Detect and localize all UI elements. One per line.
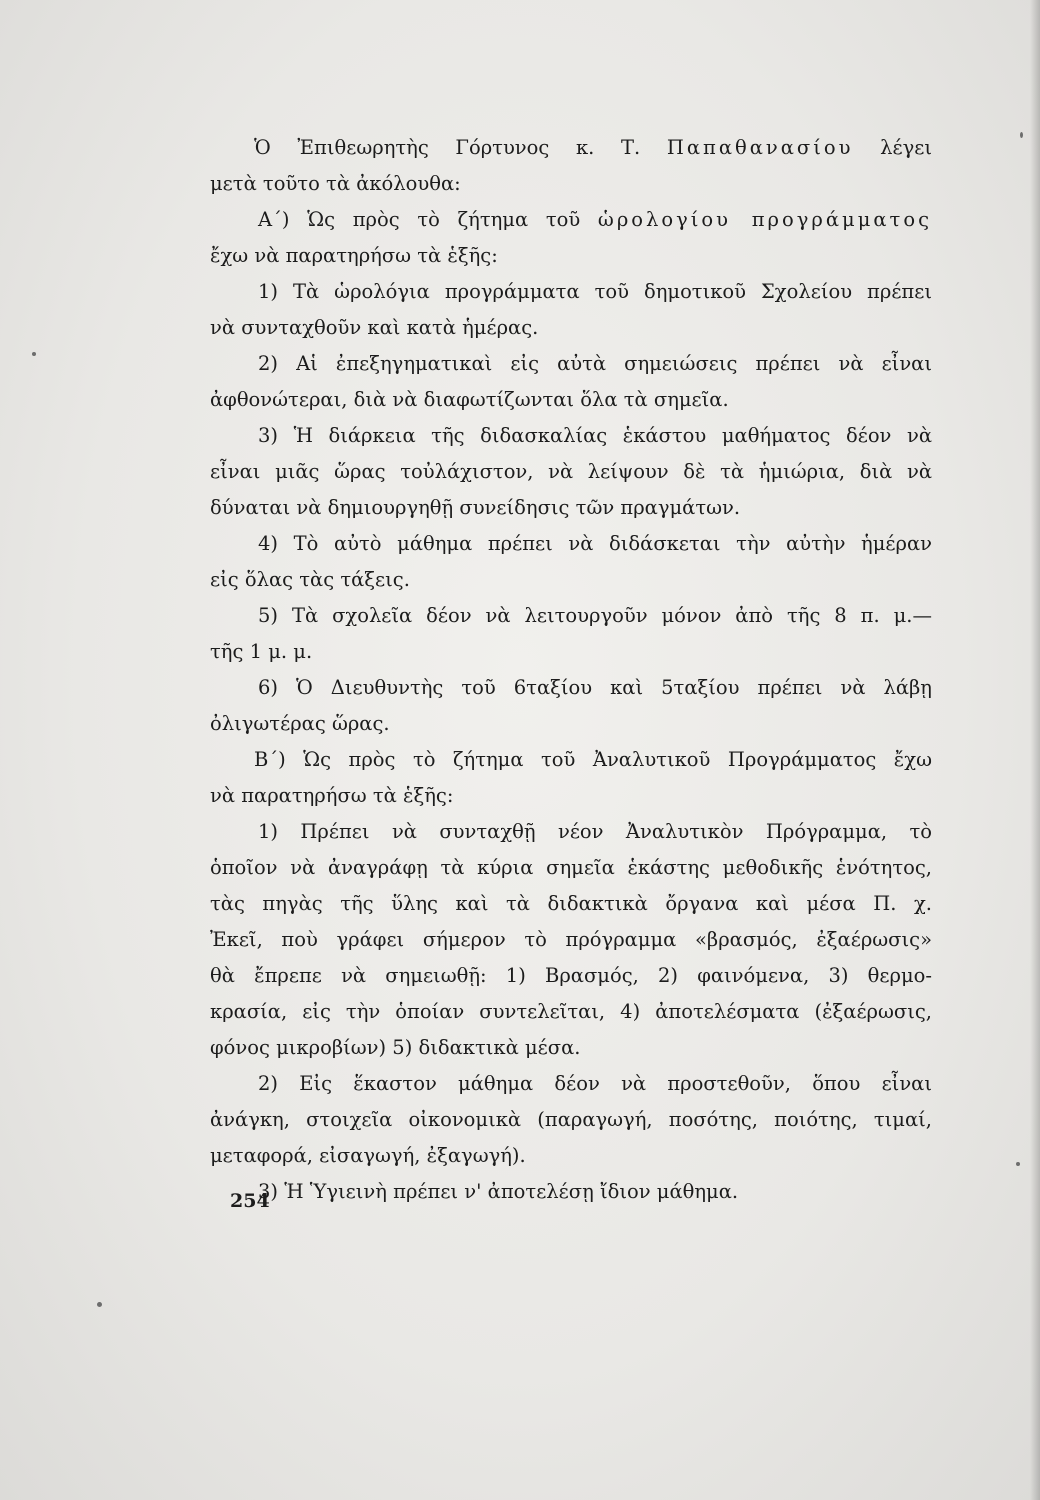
text-line: δύναται νὰ δημιουργηθῇ συνείδησις τῶν πραγμάτων.: [210, 496, 741, 519]
scan-speck: [1020, 132, 1023, 138]
text-line: τὰς πηγὰς τῆς ὕλης καὶ τὰ διδακτικὰ ὄργανα καὶ μέσα Π. χ.: [210, 892, 932, 915]
text-line: κρασία, εἰς τὴν ὁποίαν συντελεῖται, 4) ἀποτελέσματα (ἐξαέρωσις,: [210, 1000, 932, 1023]
text-line: 1) Πρέπει νὰ συνταχθῇ νέον Ἀναλυτικὸν Πρόγραμμα, τὸ: [258, 820, 932, 843]
text-line: μεταφορά, εἰσαγωγή, ἐξαγωγή).: [210, 1144, 526, 1167]
text-line: 3) Ἡ Ὑγιεινὴ πρέπει ν' ἀποτελέσῃ ἴδιον μάθημα.: [258, 1180, 739, 1203]
text-line: μετὰ τοῦτο τὰ ἀκόλουθα:: [210, 172, 461, 195]
scan-speck: [97, 1302, 102, 1307]
text-line: ἀφθονώτεραι, διὰ νὰ διαφωτίζωνται ὅλα τὰ σημεῖα.: [210, 388, 729, 411]
body-text: [210, 130, 932, 1210]
text-line: εἶναι μιᾶς ὥρας τοὐλάχιστον, νὰ λείψουν δὲ τὰ ἡμιώρια, διὰ νὰ: [210, 460, 932, 483]
text-line: θὰ ἔπρεπε νὰ σημειωθῇ: 1) Βρασμός, 2) φαινόμενα, 3) θερμο-: [210, 964, 932, 987]
text-line: ἔχω νὰ παρατηρήσω τὰ ἑξῆς:: [210, 244, 498, 267]
text-line: 5) Τὰ σχολεῖα δέον νὰ λειτουργοῦν μόνον ἀπὸ τῆς 8 π. μ.—: [258, 604, 932, 627]
text-line: ἀνάγκη, στοιχεῖα οἰκονομικὰ (παραγωγή, ποσότης, ποιότης, τιμαί,: [210, 1108, 932, 1131]
text-line: 3) Ἡ διάρκεια τῆς διδασκαλίας ἑκάστου μαθήματος δέον νὰ: [258, 424, 932, 447]
text-line: νὰ παρατηρήσω τὰ ἑξῆς:: [210, 784, 454, 807]
text-line: Ὁ Ἐπιθεωρητὴς Γόρτυνος κ. Τ. Παπαθανασίου λέγει: [254, 136, 932, 159]
text-line: 1) Τὰ ὡρολόγια προγράμματα τοῦ δημοτικοῦ Σχολείου πρέπει: [258, 280, 932, 303]
text-line: 6) Ὁ Διευθυντὴς τοῦ 6ταξίου καὶ 5ταξίου πρέπει νὰ λάβῃ: [258, 676, 932, 699]
text-line: τῆς 1 μ. μ.: [210, 640, 313, 663]
text-line: νὰ συνταχθοῦν καὶ κατὰ ἡμέρας.: [210, 316, 539, 339]
text-line: 2) Εἰς ἕκαστον μάθημα δέον νὰ προστεθοῦν, ὅπου εἶναι: [258, 1072, 932, 1095]
section-heading-line: Α΄) Ὡς πρὸς τὸ ζήτημα τοῦ ὡρολογίου προγράμματος: [258, 208, 932, 231]
text-line: Ἐκεῖ, ποὺ γράφει σήμερον τὸ πρόγραμμα «βρασμός, ἐξαέρωσις»: [210, 928, 932, 951]
section-heading-line: Β΄) Ὡς πρὸς τὸ ζήτημα τοῦ Ἀναλυτικοῦ Προγράμματος ἔχω: [254, 748, 932, 771]
text-line: φόνος μικροβίων) 5) διδακτικὰ μέσα.: [210, 1036, 581, 1059]
page-number: 254: [230, 1190, 270, 1212]
text-line: 2) Αἱ ἐπεξηγηματικαὶ εἰς αὐτὰ σημειώσεις πρέπει νὰ εἶναι: [258, 352, 932, 375]
scan-speck: [32, 352, 36, 356]
text-line: εἰς ὅλας τὰς τάξεις.: [210, 568, 410, 591]
text-line: ὁποῖον νὰ ἀναγράφῃ τὰ κύρια σημεῖα ἑκάστης μεθοδικῆς ἑνότητος,: [210, 856, 932, 879]
page-edge-shadow: [1030, 0, 1040, 1500]
scan-speck: [1016, 1162, 1020, 1166]
text-line: ὀλιγωτέρας ὥρας.: [210, 712, 390, 735]
text-line: 4) Τὸ αὐτὸ μάθημα πρέπει νὰ διδάσκεται τὴν αὐτὴν ἡμέραν: [258, 532, 932, 555]
